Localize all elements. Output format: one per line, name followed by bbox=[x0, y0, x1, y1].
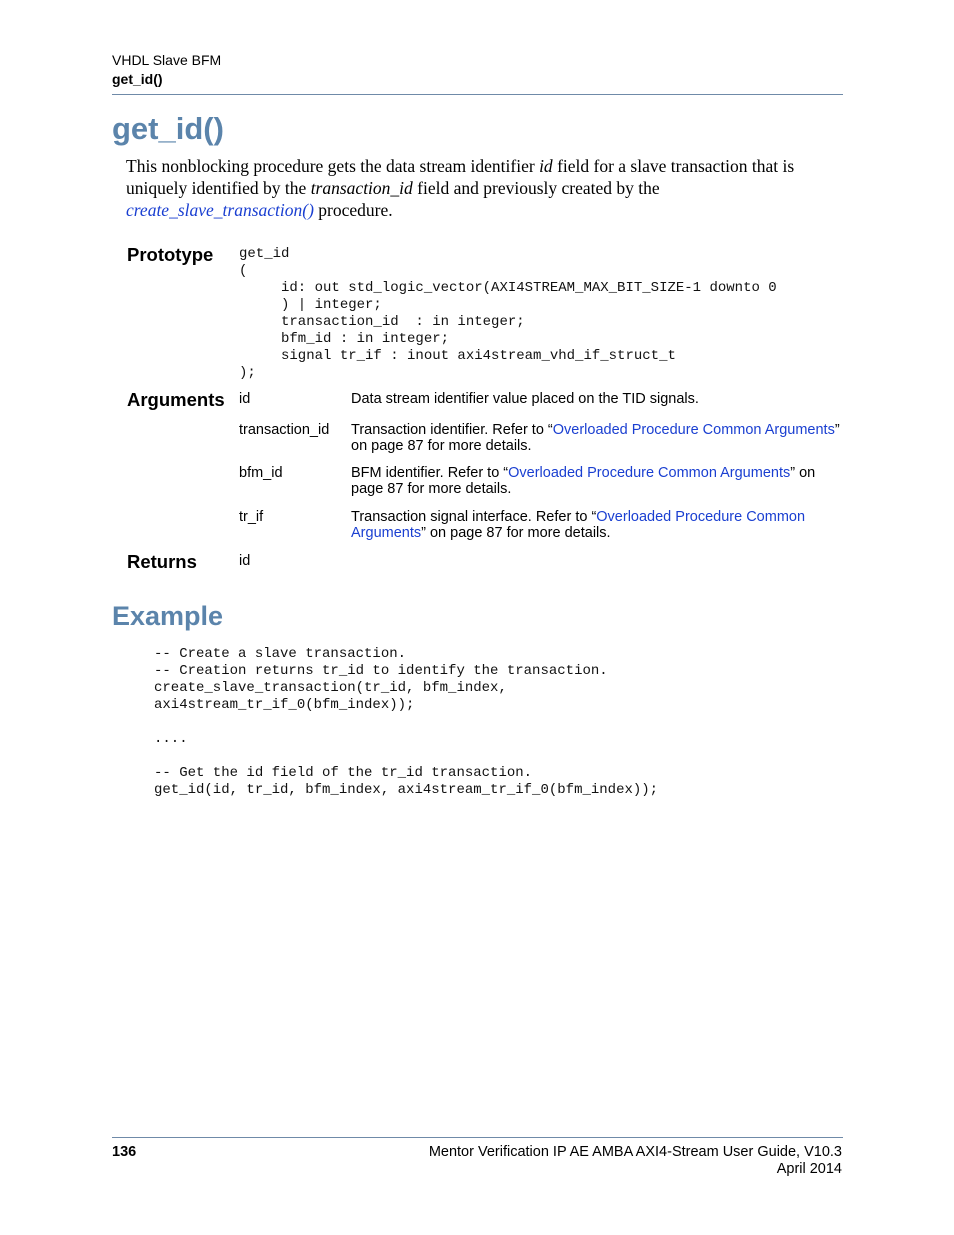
prototype-label: Prototype bbox=[127, 244, 214, 265]
arg-name-id: id bbox=[239, 391, 251, 407]
arg-name-transaction-id: transaction_id bbox=[239, 422, 330, 438]
prototype-code: get_id ( id: out std_logic_vector(AXI4STREAM_MAX_BIT_SIZE-1 downto 0 ) | integer; transaction_id : in integer; bfm_id : in integer; signal tr_if : inout axi4stream_vhd_if_struct_t ); bbox=[239, 246, 777, 381]
arguments-label: Arguments bbox=[127, 389, 225, 410]
arg-desc-id: Data stream identifier value placed on the TID signals. bbox=[351, 391, 699, 407]
returns-value: id bbox=[239, 553, 251, 569]
arg-desc-text: ” on page 87 for more details. bbox=[351, 422, 840, 454]
overloaded-args-link[interactable]: Overloaded Procedure Common Arguments bbox=[552, 422, 835, 438]
running-header-section: VHDL Slave BFM bbox=[112, 52, 222, 68]
page-number: 136 bbox=[112, 1144, 137, 1160]
arg-desc-text: Transaction identifier. Refer to “ bbox=[351, 422, 553, 438]
example-code: -- Create a slave transaction. -- Creation returns tr_id to identify the transaction. create_slave_transaction(tr_id, bfm_index, axi4stream_tr_if_0(bfm_index)); .... -- Get the id field of the tr_id transaction. get_id(id, tr_id, bfm_index, axi4stream_tr_if_0(bfm_index)); bbox=[154, 646, 659, 798]
example-heading: Example bbox=[112, 601, 224, 631]
arg-name-bfm-id: bfm_id bbox=[239, 465, 283, 481]
footer-divider bbox=[112, 1137, 843, 1138]
intro-paragraph bbox=[126, 155, 846, 221]
create-slave-transaction-link[interactable]: create_slave_transaction() bbox=[126, 200, 314, 220]
intro-text-2: field for a slave transaction that is uniquely identified by the bbox=[126, 156, 795, 198]
arg-desc-tr-if bbox=[351, 509, 846, 541]
arg-desc-text: Transaction signal interface. Refer to “ bbox=[351, 509, 597, 525]
header-divider bbox=[112, 94, 843, 95]
overloaded-args-link[interactable]: Overloaded Procedure Common Arguments bbox=[508, 465, 791, 481]
footer-doc-info bbox=[429, 1144, 842, 1178]
intro-text-4: procedure. bbox=[313, 200, 393, 220]
intro-term-id: id bbox=[539, 156, 553, 176]
overloaded-args-link[interactable]: Overloaded Procedure Common Arguments bbox=[351, 509, 806, 541]
arg-name-tr-if: tr_if bbox=[239, 509, 264, 525]
arg-desc-text: ” on page 87 for more details. bbox=[351, 465, 816, 497]
footer-date: April 2014 bbox=[776, 1161, 842, 1177]
arg-desc-transaction-id bbox=[351, 422, 846, 454]
intro-text-1: This nonblocking procedure gets the data stream identifier bbox=[126, 156, 540, 176]
arg-desc-text: ” on page 87 for more details. bbox=[421, 525, 611, 541]
intro-term-transaction-id: transaction_id bbox=[310, 178, 413, 198]
arg-desc-bfm-id bbox=[351, 465, 846, 497]
arg-desc-text: BFM identifier. Refer to “ bbox=[351, 465, 509, 481]
intro-text-3: field and previously created by the bbox=[412, 178, 660, 198]
returns-label: Returns bbox=[127, 551, 197, 572]
page-title: get_id() bbox=[112, 111, 224, 146]
footer-doc-title: Mentor Verification IP AE AMBA AXI4-Stream User Guide, V10.3 bbox=[428, 1144, 842, 1160]
running-header-subsection: get_id() bbox=[112, 71, 163, 87]
